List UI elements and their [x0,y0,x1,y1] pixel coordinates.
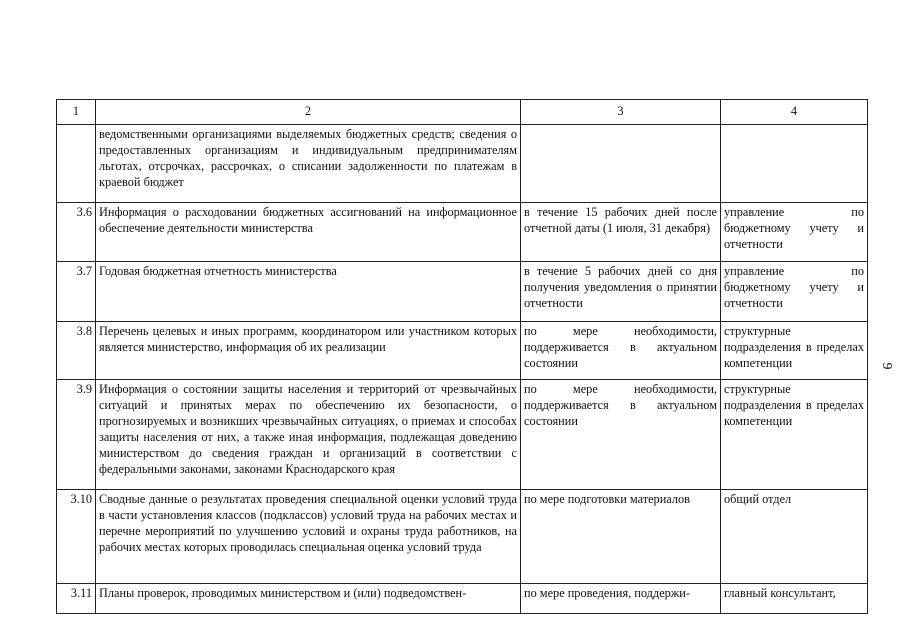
row-number: 3.11 [57,584,96,614]
row-description: ведомственными организациями выделяемых бюджетных средств; сведения о предоставленных организациям и индивидуальным предпринимателям льготах, отсрочках, рассрочках, о списании задолженности по платежам в краевой бюджет [96,125,521,203]
row-description: Перечень целевых и иных программ, координатором или участником которых является министерство, информация об их реализации [96,322,521,380]
row-responsible: управление по бюджетному учету и отчетности [721,262,868,322]
row-term: по мере необходимости, поддерживается в актуальном состоянии [521,322,721,380]
row-description: Годовая бюджетная отчетность министерства [96,262,521,322]
row-description: Сводные данные о результатах проведения специальной оценки условий труда в части установления классов (подклассов) условий труда на рабочих местах и перечне мероприятий по улучшению условий и охраны труда работников, на рабочих местах которых проводилась специальная оценка условий труда [96,490,521,584]
row-responsible: управление по бюджетному учету и отчетности [721,203,868,262]
table-row [57,322,868,380]
row-description: Информация о расходовании бюджетных ассигнований на информационное обеспечение деятельности министерства [96,203,521,262]
row-responsible: общий отдел [721,490,868,584]
row-number: 3.9 [57,380,96,490]
row-responsible: структурные подразделения в пределах компетенции [721,322,868,380]
row-responsible: структурные подразделения в пределах компетенции [721,380,868,490]
table-row [57,203,868,262]
row-term: по мере подготовки материалов [521,490,721,584]
row-description: Планы проверок, проводимых министерством и (или) подведомствен- [96,584,521,614]
row-term: по мере проведения, поддержи- [521,584,721,614]
table-row [57,380,868,490]
table-row [57,584,868,614]
table-row [57,125,868,203]
row-term: по мере необходимости, поддерживается в актуальном состоянии [521,380,721,490]
row-number [57,125,96,203]
header-row [57,100,868,125]
page-number: 9 [879,362,894,370]
row-term [521,125,721,203]
header-col-1: 1 [57,100,96,125]
row-term: в течение 5 рабочих дней со дня получения уведомления о принятии отчетности [521,262,721,322]
row-number: 3.8 [57,322,96,380]
row-responsible [721,125,868,203]
row-number: 3.7 [57,262,96,322]
row-description: Информация о состоянии защиты населения и территорий от чрезвычайных ситуаций и принятых мерах по обеспечению их безопасности, о прогнозируемых и возникших чрезвычайных ситуациях, о приемах и способах защиты населения от них, а также иная информация, подлежащая доведению министерством до сведения граждан и организаций в соответствии с федеральными законами, законами Краснодарского края [96,380,521,490]
row-responsible: главный консультант, [721,584,868,614]
header-col-2: 2 [96,100,521,125]
row-term: в течение 15 рабочих дней после отчетной даты (1 июля, 31 декабря) [521,203,721,262]
row-number: 3.6 [57,203,96,262]
table-row [57,262,868,322]
header-col-4: 4 [721,100,868,125]
header-col-3: 3 [521,100,721,125]
table-row [57,490,868,584]
row-number: 3.10 [57,490,96,584]
document-table [56,99,868,614]
